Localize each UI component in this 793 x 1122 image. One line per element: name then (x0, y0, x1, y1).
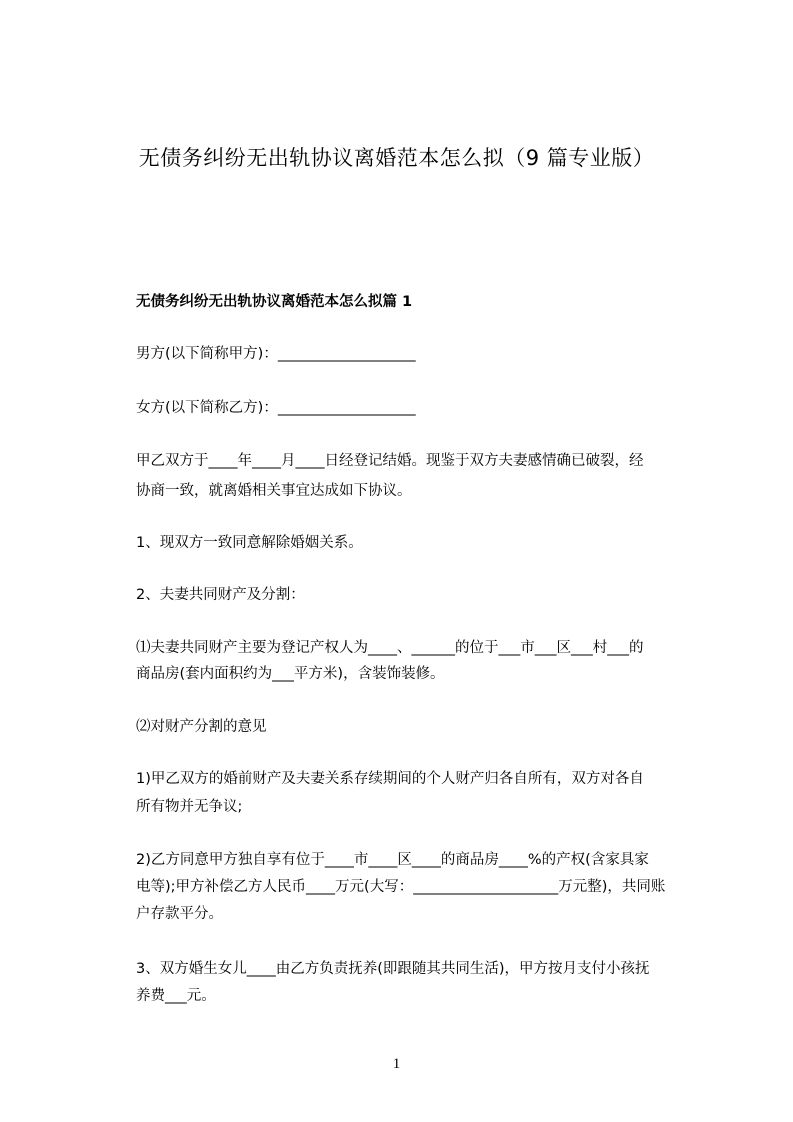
paragraph-line: 所有物并无争议; (136, 799, 243, 815)
paragraph-line: 电等);甲方补偿乙方人民币____万元(大写：____________________万元整)，共同账 (136, 879, 666, 895)
paragraph-line: 养费___元。 (136, 988, 216, 1004)
clause-2: 2、夫妻共同财产及分割： (136, 587, 305, 603)
paragraph-line: ⑴夫妻共同财产主要为登记产权人为____、______的位于___市___区___村___的 (136, 640, 644, 656)
page-number: 1 (392, 1056, 401, 1072)
clause-1: 1、现双方一致同意解除婚姻关系。 (136, 535, 363, 551)
paragraph-line: 3、双方婚生女儿____由乙方负责抚养(即跟随其共同生活)，甲方按月支付小孩抚 (136, 961, 650, 977)
paragraph-line: 商品房(套内面积约为___平方米)，含装饰装修。 (136, 666, 445, 682)
paragraph-line: 1)甲乙双方的婚前财产及夫妻关系存续期间的个人财产归各自所有，双方对各自 (136, 771, 644, 787)
female-party-line: 女方(以下简称乙方)：___________________ (136, 400, 416, 416)
male-party-line: 男方(以下简称甲方)：___________________ (136, 346, 416, 362)
paragraph-line: 2)乙方同意甲方独自享有位于____市____区____的商品房____%的产权(含家具家 (136, 852, 649, 868)
document-title: 无债务纠纷无出轨协议离婚范本怎么拟（9 篇专业版） (138, 146, 655, 170)
subclause-2: ⑵对财产分割的意见 (136, 719, 267, 735)
section-heading: 无债务纠纷无出轨协议离婚范本怎么拟篇 1 (136, 294, 413, 310)
paragraph-line: 甲乙双方于____年____月____日经登记结婚。现鉴于双方夫妻感情确已破裂，经 (136, 453, 644, 469)
paragraph-line: 户存款平分。 (136, 906, 223, 922)
paragraph-line: 协商一致，就离婚相关事宜达成如下协议。 (136, 483, 412, 499)
